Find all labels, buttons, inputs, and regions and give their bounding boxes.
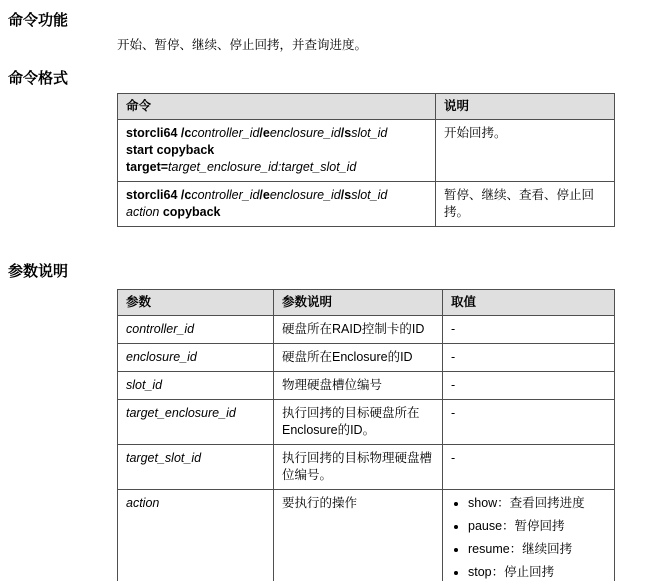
command-segment: /s — [340, 188, 352, 202]
command-segment: slot_id — [351, 126, 388, 140]
parameter-description-cell: 硬盘所在Enclosure的ID — [274, 344, 443, 372]
table-row — [118, 400, 615, 445]
column-header-value: 取值 — [443, 290, 615, 316]
command-segment: enclosure_id — [269, 126, 341, 140]
command-format-table — [117, 93, 615, 227]
table-row — [118, 182, 615, 227]
description-cell: 开始回拷。 — [436, 120, 615, 182]
parameter-name-cell — [118, 372, 274, 400]
parameter-value-cell: - — [443, 316, 615, 344]
command-cell — [118, 182, 436, 227]
section-heading-command-function: 命令功能 — [8, 12, 69, 29]
parameter-name: action — [126, 496, 160, 510]
parameter-name-cell — [118, 344, 274, 372]
column-header-description: 说明 — [436, 94, 615, 120]
table-header-row — [118, 290, 615, 316]
command-segment: copyback — [162, 205, 221, 219]
command-segment: start copyback — [126, 143, 215, 157]
command-segment: slot_id — [351, 188, 388, 202]
command-segment: /e — [259, 188, 270, 202]
parameter-name-cell — [118, 445, 274, 490]
command-segment: /e — [259, 126, 270, 140]
command-segment: /s — [340, 126, 352, 140]
command-segment: enclosure_id — [269, 188, 341, 202]
parameter-value-cell: - — [443, 344, 615, 372]
parameter-name: target_slot_id — [126, 451, 202, 465]
parameter-description-cell: 硬盘所在RAID控制卡的ID — [274, 316, 443, 344]
parameter-name-cell — [118, 400, 274, 445]
command-segment: storcli64 /c — [126, 188, 192, 202]
command-segment: target_enclosure_id:target_slot_id — [168, 160, 357, 174]
description-cell: 暂停、继续、查看、停止回拷。 — [436, 182, 615, 227]
table-row — [118, 445, 615, 490]
command-function-description: 开始、暂停、继续、停止回拷，并查询进度。 — [117, 38, 368, 52]
parameter-description-cell: 要执行的操作 — [274, 490, 443, 581]
table-row — [118, 316, 615, 344]
parameter-description-cell: 物理硬盘槽位编号 — [274, 372, 443, 400]
parameter-value-cell — [443, 490, 615, 581]
section-heading-parameter-description: 参数说明 — [8, 263, 69, 280]
value-list-item: • pause：暂停回拷 — [468, 518, 606, 535]
command-segment: target= — [126, 160, 169, 174]
parameter-name: target_enclosure_id — [126, 406, 236, 420]
column-header-parameter: 参数 — [118, 290, 274, 316]
command-segment: controller_id — [191, 188, 260, 202]
parameter-value-cell: - — [443, 400, 615, 445]
column-header-parameter-description: 参数说明 — [274, 290, 443, 316]
value-list-item: • resume：继续回拷 — [468, 541, 606, 558]
table-row — [118, 344, 615, 372]
command-segment: storcli64 /c — [126, 126, 192, 140]
parameter-name: slot_id — [126, 378, 163, 392]
command-segment: controller_id — [191, 126, 260, 140]
parameter-name: enclosure_id — [126, 350, 197, 364]
action-value-list — [451, 495, 606, 581]
command-segment: action — [126, 205, 160, 219]
parameter-name-cell — [118, 316, 274, 344]
table-row — [118, 490, 615, 581]
parameter-description-cell: 执行回拷的目标物理硬盘槽位编号。 — [274, 445, 443, 490]
column-header-command: 命令 — [118, 94, 436, 120]
table-row — [118, 372, 615, 400]
table-row — [118, 120, 615, 182]
value-list-item: • stop：停止回拷 — [468, 564, 606, 581]
parameter-name: controller_id — [126, 322, 195, 336]
parameter-table — [117, 289, 615, 581]
parameter-value-cell: - — [443, 445, 615, 490]
section-heading-command-format: 命令格式 — [8, 70, 69, 87]
parameter-name-cell — [118, 490, 274, 581]
command-cell — [118, 120, 436, 182]
value-list-item: • show：查看回拷进度 — [468, 495, 606, 512]
parameter-description-cell: 执行回拷的目标硬盘所在Enclosure的ID。 — [274, 400, 443, 445]
parameter-value-cell: - — [443, 372, 615, 400]
table-header-row — [118, 94, 615, 120]
